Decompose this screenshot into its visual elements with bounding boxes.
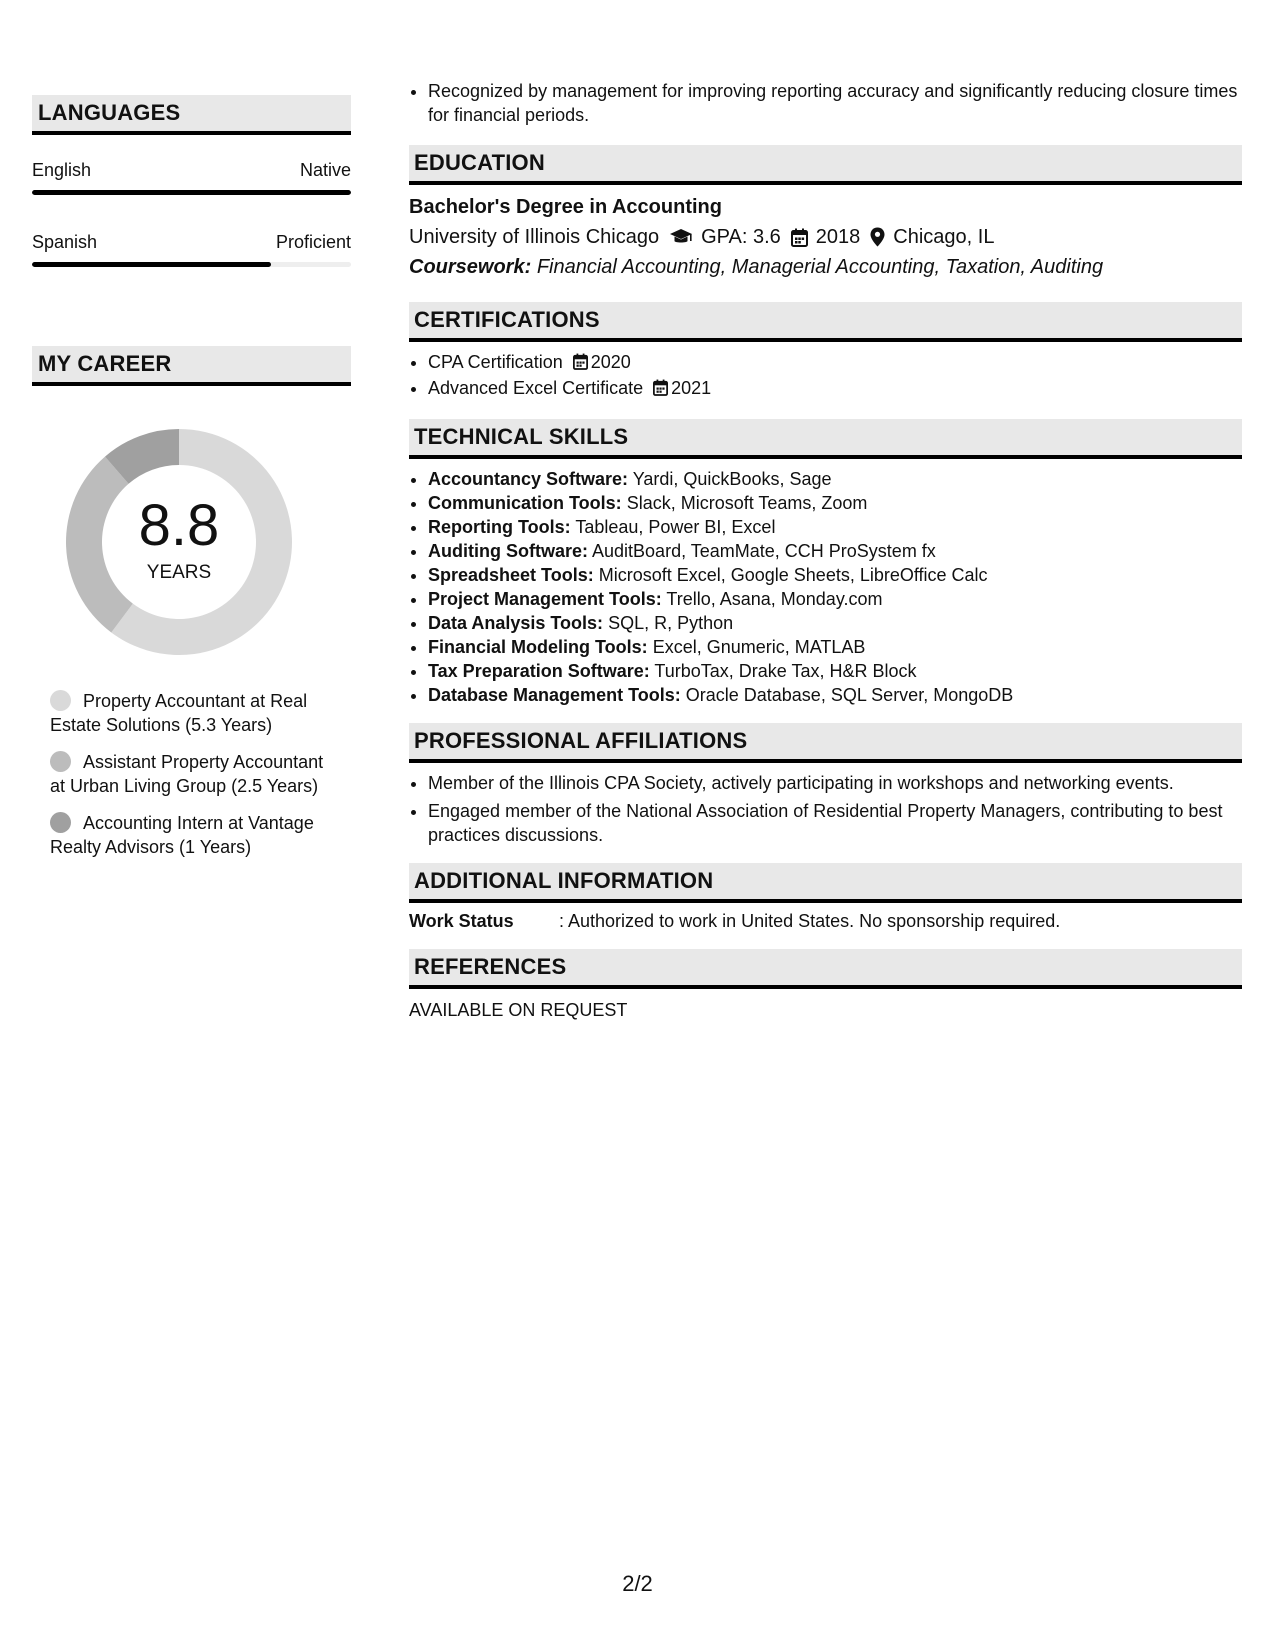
affiliation-item: • Member of the Illinois CPA Society, actively participating in workshops and networking events. — [428, 771, 1242, 795]
career-years-unit: YEARS — [146, 562, 212, 583]
certification-name: CPA Certification — [428, 352, 563, 372]
certifications-list — [428, 350, 1242, 402]
graduation-cap-icon — [669, 228, 693, 246]
right-column — [409, 79, 1242, 1022]
career-heading: MY CAREER — [32, 346, 351, 386]
affiliations-list — [428, 771, 1242, 847]
left-column — [32, 95, 351, 872]
education-location: Chicago, IL — [893, 226, 995, 248]
career-item-text: Accounting Intern at Vantage Realty Advisors (1 Years) — [50, 813, 314, 857]
skill-item — [428, 635, 1242, 659]
certifications-heading: CERTIFICATIONS — [409, 302, 1242, 342]
skill-item — [428, 491, 1242, 515]
language-level: Proficient — [275, 232, 351, 252]
coursework-label: Coursework: — [409, 256, 532, 278]
education-heading: EDUCATION — [409, 145, 1242, 185]
skill-item — [428, 563, 1242, 587]
language-proficiency-fill — [32, 190, 351, 195]
certification-year: 2021 — [671, 378, 712, 398]
language-item-english — [32, 159, 351, 195]
career-donut-chart — [66, 429, 292, 655]
skill-value: SQL, R, Python — [608, 613, 734, 633]
coursework-value: Financial Accounting, Managerial Accounting, Taxation, Auditing — [536, 256, 1104, 278]
skills-list — [428, 467, 1242, 707]
language-item-spanish — [32, 231, 351, 267]
skill-value: Trello, Asana, Monday.com — [666, 589, 883, 609]
affiliation-item: • Engaged member of the National Association of Residential Property Managers, contributing to best practices discussions. — [428, 799, 1242, 847]
language-proficiency-fill — [32, 262, 271, 267]
skill-label: Tax Preparation Software: — [428, 661, 650, 681]
skill-label: Auditing Software: — [428, 541, 588, 561]
skill-value: Yardi, QuickBooks, Sage — [632, 469, 832, 489]
career-item-text: Property Accountant at Real Estate Solutions (5.3 Years) — [50, 691, 308, 735]
skill-label: Project Management Tools: — [428, 589, 662, 609]
career-item — [50, 750, 330, 798]
experience-bullet: • Recognized by management for improving reporting accuracy and significantly reducing closure times for financial periods. — [428, 79, 1242, 127]
skill-value: Tableau, Power BI, Excel — [575, 517, 776, 537]
skill-label: Spreadsheet Tools: — [428, 565, 594, 585]
skills-heading: TECHNICAL SKILLS — [409, 419, 1242, 459]
career-item — [50, 689, 330, 737]
career-legend-dot — [50, 690, 71, 711]
additional-heading: ADDITIONAL INFORMATION — [409, 863, 1242, 903]
calendar-icon — [573, 352, 588, 376]
skill-item — [428, 539, 1242, 563]
language-name: Spanish — [32, 232, 98, 252]
career-item — [50, 811, 330, 859]
skill-value: AuditBoard, TeamMate, CCH ProSystem fx — [592, 541, 936, 561]
language-name: English — [32, 160, 92, 180]
career-item-text: Assistant Property Accountant at Urban Living Group (2.5 Years) — [50, 752, 324, 796]
page-number: 2/2 — [622, 1571, 653, 1596]
skill-label: Database Management Tools: — [428, 685, 681, 705]
skill-value: Microsoft Excel, Google Sheets, LibreOffice Calc — [598, 565, 988, 585]
skill-value: TurboTax, Drake Tax, H&R Block — [654, 661, 917, 681]
affiliations-heading: PROFESSIONAL AFFILIATIONS — [409, 723, 1242, 763]
calendar-icon — [653, 378, 668, 402]
map-pin-icon — [870, 227, 885, 247]
skill-item — [428, 467, 1242, 491]
languages-heading: LANGUAGES — [32, 95, 351, 135]
career-legend-dot — [50, 751, 71, 772]
experience-trailing-bullets — [428, 79, 1242, 127]
skill-item — [428, 611, 1242, 635]
skill-item — [428, 587, 1242, 611]
career-total-years: 8.8 — [138, 493, 220, 558]
language-proficiency-bar — [32, 190, 351, 195]
education-year: 2018 — [815, 226, 861, 248]
certification-item — [428, 376, 1242, 402]
references-heading: REFERENCES — [409, 949, 1242, 989]
references-text: AVAILABLE ON REQUEST — [409, 1000, 628, 1020]
skill-label: Data Analysis Tools: — [428, 613, 604, 633]
education-degree: Bachelor's Degree in Accounting — [409, 196, 722, 218]
work-status-row — [409, 909, 1242, 933]
education-school: University of Illinois Chicago — [409, 226, 660, 248]
education-details — [409, 224, 1242, 250]
skill-value: Slack, Microsoft Teams, Zoom — [626, 493, 868, 513]
skill-value: Excel, Gnumeric, MATLAB — [652, 637, 866, 657]
language-level: Native — [299, 160, 351, 180]
calendar-icon — [791, 228, 808, 247]
language-proficiency-bar — [32, 262, 351, 267]
certification-item — [428, 350, 1242, 376]
career-list — [50, 689, 330, 859]
work-status-label: Work Status — [409, 911, 514, 931]
education-coursework — [409, 254, 1242, 280]
skill-label: Financial Modeling Tools: — [428, 637, 648, 657]
skill-item — [428, 659, 1242, 683]
skill-label: Reporting Tools: — [428, 517, 571, 537]
skill-item — [428, 683, 1242, 707]
certification-name: Advanced Excel Certificate — [428, 378, 644, 398]
skill-label: Communication Tools: — [428, 493, 622, 513]
work-status-value: : Authorized to work in United States. No sponsorship required. — [559, 911, 1061, 931]
career-legend-dot — [50, 812, 71, 833]
education-gpa: GPA: 3.6 — [701, 226, 781, 248]
skill-item — [428, 515, 1242, 539]
skill-value: Oracle Database, SQL Server, MongoDB — [685, 685, 1014, 705]
skill-label: Accountancy Software: — [428, 469, 629, 489]
certification-year: 2020 — [590, 352, 631, 372]
